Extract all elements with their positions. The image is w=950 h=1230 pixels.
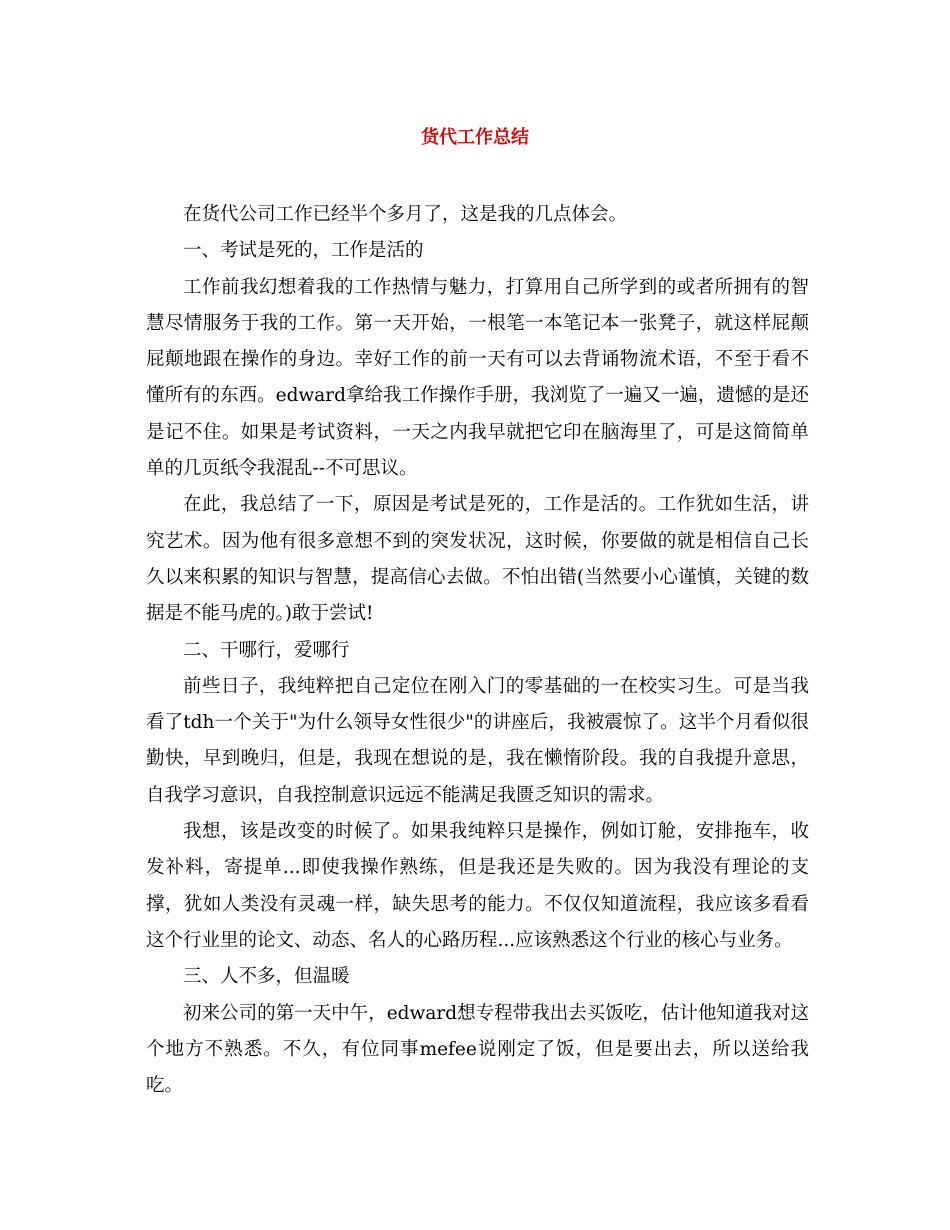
paragraph: 工作前我幻想着我的工作热情与魅力，打算用自己所学到的或者所拥有的智慧尽情服务于我的工作。第一天开始，一根笔一本笔记本一张凳子，就这样屁颠屁颠地跟在操作的身边。幸好工作的前一天有可以去背诵物流术语，不至于看不懂所有的东西。edward拿给我工作操作手册，我浏览了一遍又一遍，遗憾的是还是记不住。如果是考试资料，一天之内我早就把它印在脑海里了，可是这简简单单的几页纸令我混乱--不可思议。: [146, 276, 809, 480]
paragraph-intro: 在货代公司工作已经半个多月了，这是我的几点体会。: [183, 204, 628, 225]
section-heading-2: 二、干哪行，爱哪行: [183, 639, 350, 661]
section-heading-1: 一、考试是死的，工作是活的: [183, 240, 424, 262]
paragraph: 在此，我总结了一下，原因是考试是死的，工作是活的。工作犹如生活，讲究艺术。因为他有很多意想不到的突发状况，这时候，你要做的就是相信自己长久以来积累的知识与智慧，提高信心去做。不怕出错(当然要小心谨慎，关键的数据是不能马虎的。)敢于尝试!: [146, 494, 809, 625]
document-body: [146, 197, 809, 1104]
paragraph: 初来公司的第一天中午，edward想专程带我出去买饭吃，估计他知道我对这个地方不熟悉。不久，有位同事mefee说刚定了饭，但是要出去，所以送给我吃。: [146, 1002, 809, 1097]
section-heading-3: 三、人不多，但温暖: [183, 966, 350, 988]
paragraph: 前些日子，我纯粹把自己定位在刚入门的零基础的一在校实习生。可是当我看了tdh一个关于"为什么领导女性很少"的讲座后，我被震惊了。这半个月看似很勤快，早到晚归，但是，我现在想说的是，我在懒惰阶段。我的自我提升意思，自我学习意识，自我控制意识远远不能满足我匮乏知识的需求。: [146, 675, 809, 806]
paragraph: 我想，该是改变的时候了。如果我纯粹只是操作，例如订舱，安排拖车，收发补料，寄提单...即使我操作熟练，但是我还是失败的。因为我没有理论的支撑，犹如人类没有灵魂一样，缺失思考的能力。不仅仅知道流程，我应该多看看这个行业里的论文、动态、名人的心路历程...应该熟悉这个行业的核心与业务。: [146, 821, 809, 951]
document-title: 货代工作总结: [421, 127, 529, 148]
